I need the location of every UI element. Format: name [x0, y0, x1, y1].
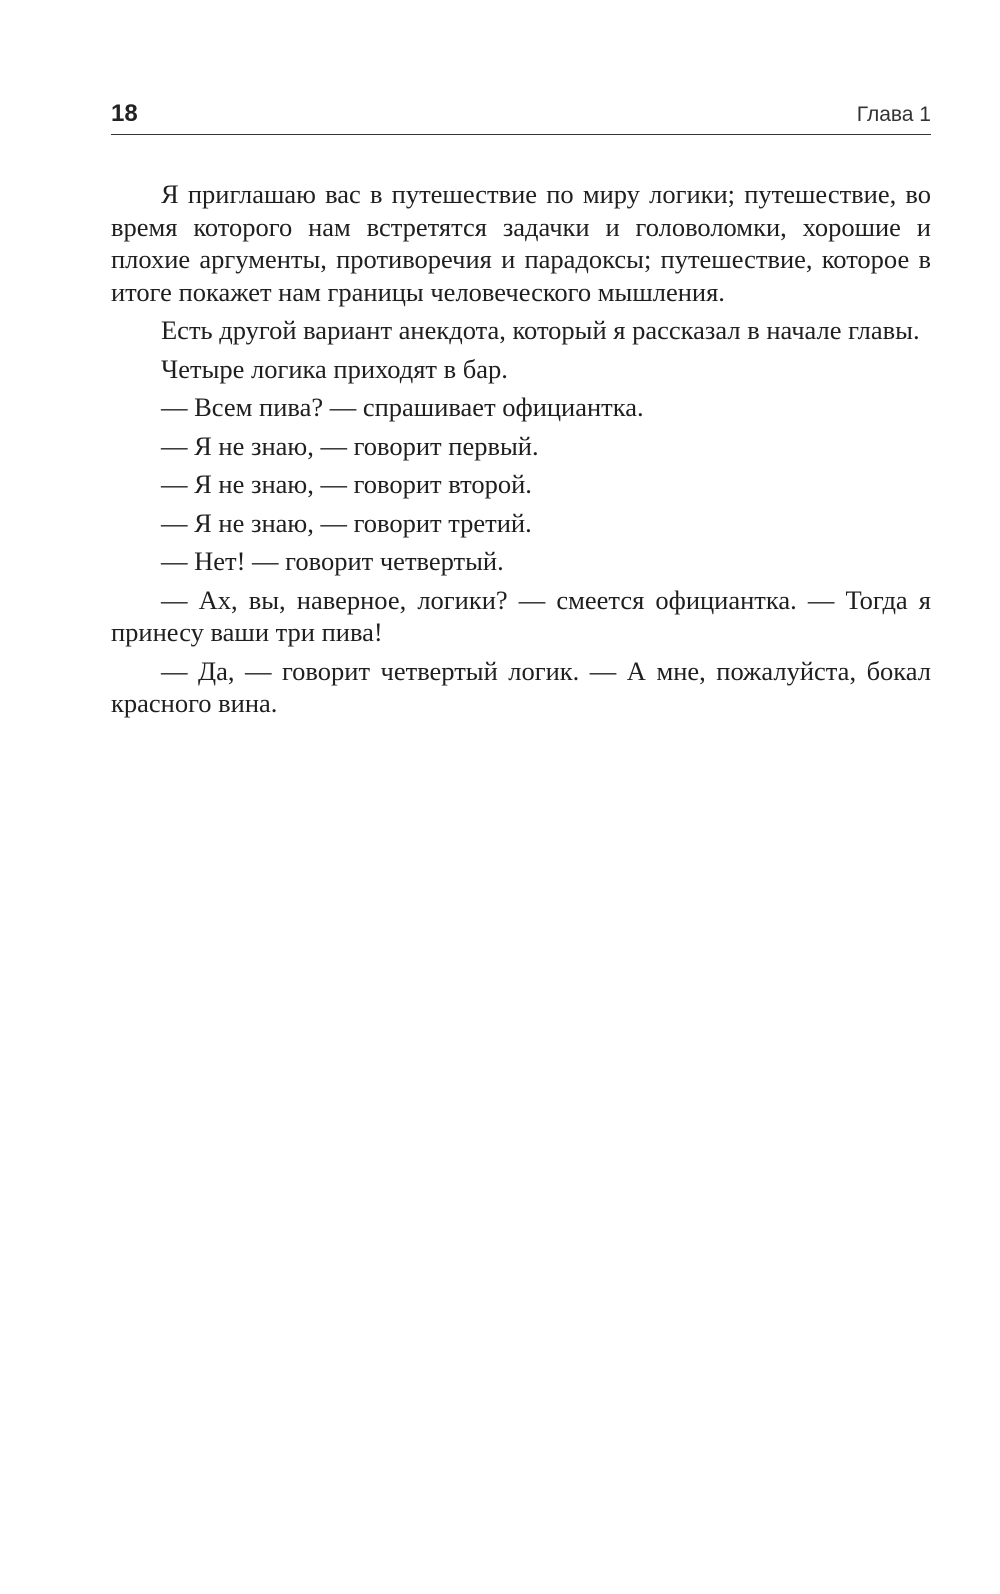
dialogue-line: — Я не знаю, — говорит третий.	[161, 507, 532, 538]
dialogue-line: — Да, — говорит четвертый логик. — А мне, пожалуйста, бокал красного вина.	[111, 655, 931, 718]
paragraph-anecdote-start: Четыре логика приходят в бар.	[161, 353, 508, 384]
page-number: 18	[111, 100, 138, 127]
page-header	[111, 98, 931, 135]
body-text	[111, 178, 931, 726]
paragraph-anecdote-variant: Есть другой вариант анекдота, который я рассказал в начале главы.	[161, 315, 920, 345]
paragraph-intro: Я приглашаю вас в путешествие по миру логики; путешествие, во время которого нам встретятся задачки и головоломки, хорошие и плохие аргументы, противоречия и парадоксы; путешествие, которое в итоге покажет нам границы человеческого мышления.	[111, 179, 931, 307]
dialogue-line: — Нет! — говорит четвертый.	[161, 546, 504, 576]
dialogue-line: — Ах, вы, наверное, логики? — смеется официантка. — Тогда я принесу ваши три пива!	[111, 584, 931, 647]
chapter-title: Глава 1	[856, 103, 931, 126]
dialogue-line: — Всем пива? — спрашивает официантка.	[161, 392, 644, 422]
dialogue-line: — Я не знаю, — говорит первый.	[161, 430, 539, 461]
dialogue-line: — Я не знаю, — говорит второй.	[161, 469, 532, 499]
